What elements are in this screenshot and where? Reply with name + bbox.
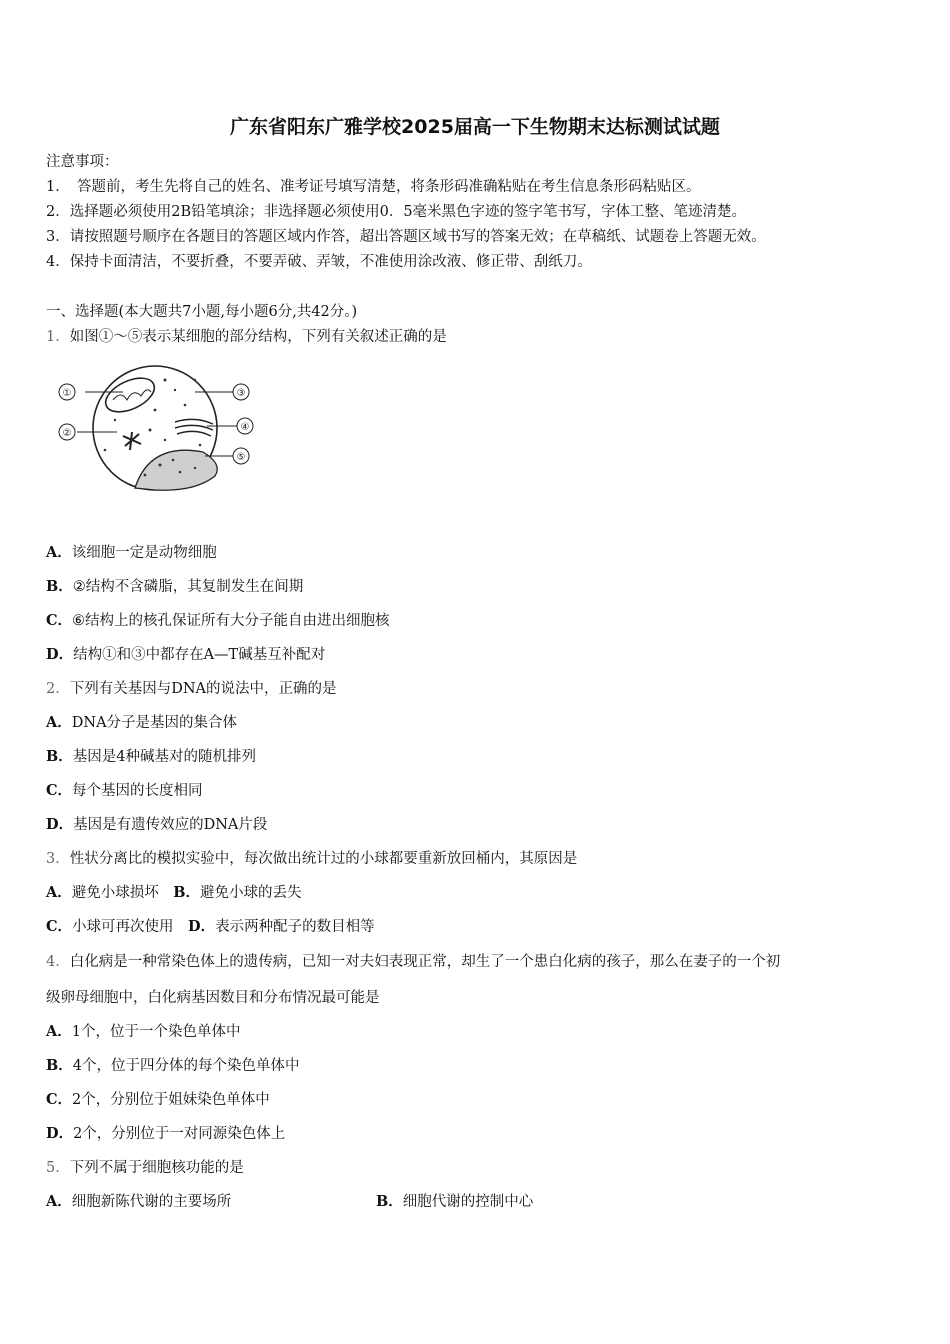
option-b [46, 1056, 300, 1076]
option-text: 表示两种配子的数目相等 [215, 919, 375, 935]
option-text: 基因是4种碱基对的随机排列 [72, 749, 256, 765]
question-5 [46, 1158, 244, 1178]
option-d [46, 815, 267, 835]
question-1 [46, 327, 447, 347]
option-text: 2个，分别位于姐妹染色单体中 [72, 1092, 270, 1108]
figure-label-1: ① [62, 388, 72, 399]
option-label: A． [46, 714, 72, 731]
option-c [46, 1090, 270, 1110]
notice-item: 3．请按照题号顺序在各题目的答题区域内作答，超出答题区域书写的答案无效；在草稿纸、试题卷上答题无效。 [46, 229, 766, 245]
option-b [46, 747, 256, 767]
option-label: D． [46, 1125, 74, 1142]
cell-structure-figure [55, 360, 265, 500]
notice-item: 4．保持卡面清洁，不要折叠，不要弄破、弄皱，不准使用涂改液、修正带、刮纸刀。 [46, 254, 592, 270]
option-text: 结构①和③中都存在A—T碱基互补配对 [73, 647, 326, 663]
option-text: 2个，分别位于一对同源染色体上 [73, 1126, 286, 1142]
notice-item: 2．选择题必须使用2B铅笔填涂；非选择题必须使用0．5毫米黑色字迹的签字笔书写，字体工整、笔迹清楚。 [46, 204, 747, 220]
option-b [46, 577, 303, 597]
option-label: A． [46, 884, 72, 901]
figure-label-2: ② [62, 428, 72, 439]
option-a [46, 713, 237, 733]
option-text: 4个，位于四分体的每个染色单体中 [72, 1058, 300, 1074]
option-d [46, 645, 325, 665]
notice-heading: 注意事项： [46, 154, 119, 170]
option-text: 避免小球损坏 [71, 885, 174, 901]
question-stem: 白化病是一种常染色体上的遗传病，已知一对夫妇表现正常，却生了一个患白化病的孩子，那么在妻子的一个初 [69, 954, 781, 970]
options-row-cd [46, 917, 375, 937]
option-label: B． [46, 578, 73, 595]
nucleus [135, 450, 217, 490]
notice-item: 1． 答题前，考生先将自己的姓名、准考证号填写清楚，将条形码准确粘贴在考生信息条形码粘贴区。 [46, 179, 701, 195]
option-a [46, 1022, 241, 1042]
option-label: B． [376, 1193, 403, 1210]
option-a [46, 1192, 231, 1212]
option-text: 小球可再次使用 [72, 919, 189, 935]
option-text: 细胞新陈代谢的主要场所 [71, 1194, 232, 1210]
option-text: 避免小球的丢失 [200, 885, 302, 901]
question-4-continued: 级卵母细胞中，白化病基因数目和分布情况最可能是 [46, 990, 380, 1006]
options-row-ab [46, 883, 302, 903]
option-a [46, 543, 217, 563]
option-b [376, 1192, 533, 1212]
option-text: 该细胞一定是动物细胞 [71, 545, 217, 561]
question-number: 1． [46, 329, 70, 345]
option-d [46, 1124, 285, 1144]
question-number: 3． [46, 851, 70, 867]
figure-label-4: ④ [240, 422, 250, 433]
question-number: 2． [46, 681, 70, 697]
option-text: DNA分子是基因的集合体 [71, 715, 238, 731]
option-text: ②结构不含磷脂，其复制发生在间期 [72, 579, 304, 595]
option-label: A． [46, 1193, 72, 1210]
option-label: D． [46, 646, 74, 663]
question-number: 4． [46, 954, 70, 970]
page-title: 广东省阳东广雅学校2025届高一下生物期末达标测试试题 [230, 116, 720, 138]
option-label: C． [46, 782, 73, 799]
question-2 [46, 679, 337, 699]
option-c [46, 781, 203, 801]
option-text: 1个，位于一个染色单体中 [71, 1024, 241, 1040]
option-label: C． [46, 918, 73, 935]
question-stem: 如图①～⑤表示某细胞的部分结构，下列有关叙述正确的是 [69, 329, 447, 345]
question-stem: 下列有关基因与DNA的说法中，正确的是 [69, 681, 337, 697]
option-label: D． [188, 918, 216, 935]
option-label: A． [46, 544, 72, 561]
option-label: D． [46, 816, 74, 833]
figure-label-5: ⑤ [236, 452, 246, 463]
option-label: A． [46, 1023, 72, 1040]
option-label: C． [46, 1091, 73, 1108]
option-text: 细胞代谢的控制中心 [402, 1194, 534, 1210]
question-4 [46, 952, 780, 972]
question-number: 5． [46, 1160, 70, 1176]
option-c [46, 611, 390, 631]
question-stem: 下列不属于细胞核功能的是 [69, 1160, 244, 1176]
golgi [175, 419, 213, 436]
option-label: B． [173, 884, 201, 901]
option-label: B． [46, 748, 73, 765]
figure-label-3: ③ [236, 388, 246, 399]
option-text: 每个基因的长度相同 [72, 783, 203, 799]
option-text: 基因是有遗传效应的DNA片段 [73, 817, 268, 833]
option-label: C． [46, 612, 73, 629]
section-heading: 一、选择题(本大题共7小题,每小题6分,共42分。) [46, 304, 358, 320]
question-stem: 性状分离比的模拟实验中，每次做出统计过的小球都要重新放回桶内，其原因是 [69, 851, 578, 867]
option-text: ⑥结构上的核孔保证所有大分子能自由进出细胞核 [72, 613, 390, 629]
centriole [123, 432, 141, 450]
question-3 [46, 849, 577, 869]
option-label: B． [46, 1057, 73, 1074]
